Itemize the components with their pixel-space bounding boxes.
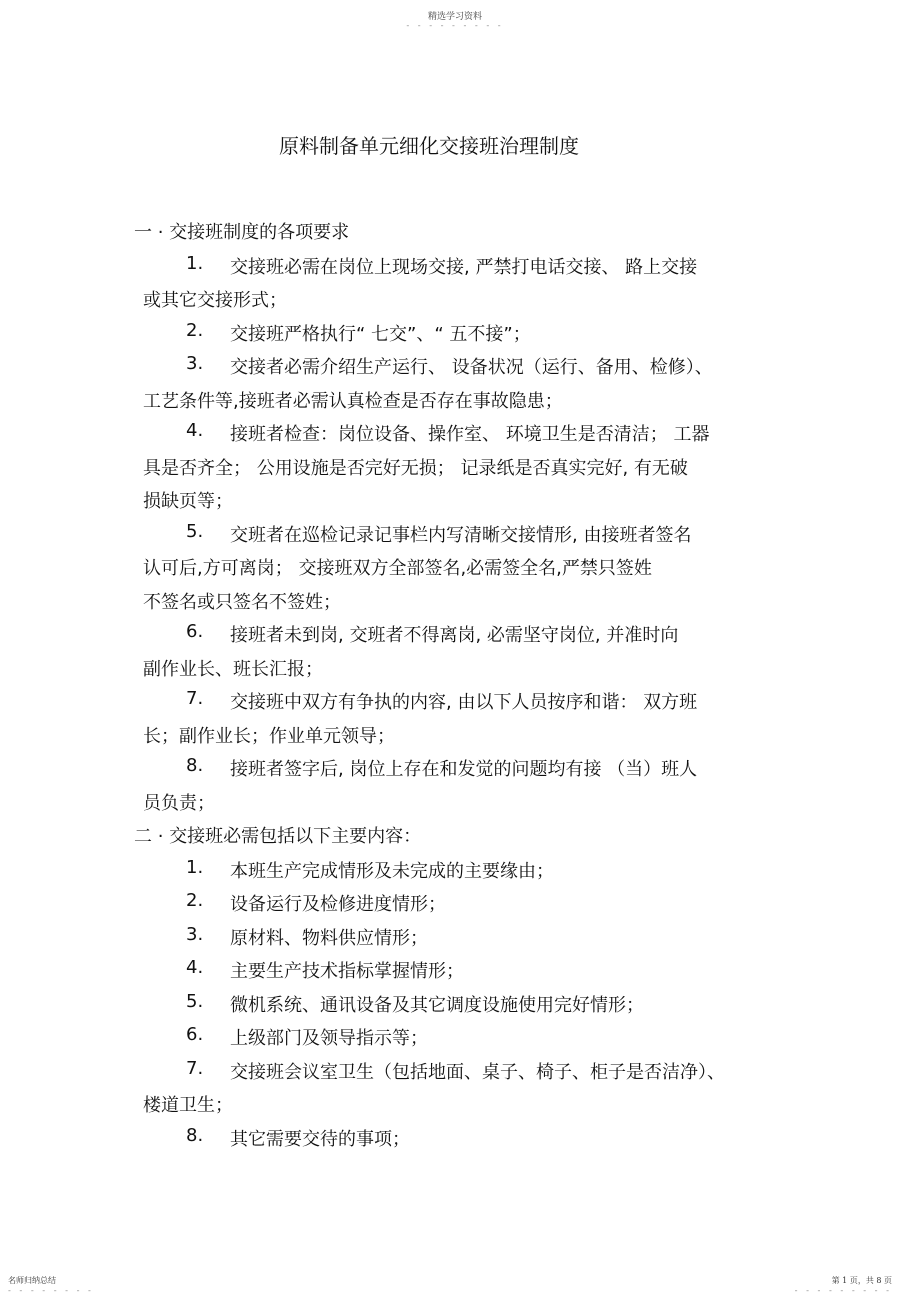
footer-left-label: 名师归纳总结 (8, 1276, 56, 1285)
list-item-number: 1. (186, 856, 204, 878)
list-item-continuation: 员负责； (143, 792, 215, 814)
list-item-number: 5. (186, 990, 204, 1012)
list-item-number: 7. (186, 688, 204, 709)
list-item-number: 8. (186, 1124, 204, 1146)
list-item-text: 交接班必需在岗位上现场交接, 严禁打电话交接、 路上交接 (230, 256, 698, 278)
list-item-number: 4. (186, 420, 204, 441)
list-item-number: 3. (186, 923, 204, 945)
section-heading: 二 · 交接班必需包括以下主要内容： (134, 826, 422, 847)
list-item-text: 交班者在巡检记录记事栏内写清晰交接情形, 由接班者签名 (230, 524, 692, 546)
document-title: 原料制备单元细化交接班治理制度 (279, 134, 579, 158)
list-item-number: 8. (186, 755, 204, 776)
list-item-number: 2. (186, 319, 204, 341)
list-item-number: 6. (186, 1024, 204, 1045)
list-item-continuation: 损缺页等； (143, 491, 233, 512)
list-item-number: 6. (186, 621, 204, 642)
list-item-text: 上级部门及领导指示等； (230, 1028, 428, 1049)
list-item-text: 接班者签字后, 岗位上存在和发觉的问题均有接 （当）班人 (230, 759, 698, 780)
page-header-dashes: - - - - - - - - - (406, 21, 504, 30)
list-item-number: 3. (186, 353, 204, 374)
list-item-text: 主要生产技术指标掌握情形； (230, 961, 464, 982)
list-item-continuation: 工艺条件等,接班者必需认真检查是否存在事故隐患； (143, 390, 563, 412)
page-header-label: 精选学习资料 (427, 12, 482, 22)
list-item-continuation: 不签名或只签名不签姓； (143, 591, 341, 613)
list-item-number: 5. (186, 520, 204, 542)
list-item-number: 2. (186, 890, 204, 911)
list-item-continuation: 具是否齐全； 公用设施是否完好无损； 记录纸是否真实完好, 有无破 (143, 457, 688, 479)
list-item-text: 本班生产完成情形及未完成的主要缘由； (230, 860, 554, 882)
list-item-text: 原材料、物料供应情形； (230, 927, 428, 949)
page-number: 第 1 页，共 8 页 (831, 1276, 892, 1285)
list-item-continuation: 或其它交接形式； (143, 290, 287, 311)
list-item-number: 1. (186, 252, 204, 274)
list-item-text: 交接者必需介绍生产运行、 设备状况（运行、备用、检修）、 (230, 357, 713, 378)
list-item-continuation: 楼道卫生； (143, 1095, 233, 1116)
list-item-continuation: 长；副作业长；作业单元领导； (143, 725, 395, 747)
list-item-text: 设备运行及检修进度情形； (230, 894, 446, 915)
list-item-number: 7. (186, 1057, 204, 1079)
list-item-number: 4. (186, 957, 204, 978)
list-item-text: 交接班中双方有争执的内容, 由以下人员按序和谐： 双方班 (230, 692, 698, 713)
list-item-text: 接班者未到岗, 交班者不得离岗, 必需坚守岗位, 并准时向 (230, 625, 679, 646)
list-item-text: 交接班严格执行“ 七交”、“ 五不接”； (230, 323, 531, 345)
list-item-continuation: 认可后,方可离岗； 交接班双方全部签名,必需签全名,严禁只签姓 (143, 558, 652, 579)
list-item-text: 微机系统、通讯设备及其它调度设施使用完好情形； (230, 994, 644, 1016)
list-item-continuation: 副作业长、班长汇报； (143, 658, 323, 680)
section-heading: 一 · 交接班制度的各项要求 (134, 222, 350, 243)
list-item-text: 接班者检查：岗位设备、操作室、 环境卫生是否清洁； 工器 (230, 424, 710, 445)
list-item-text: 其它需要交待的事项； (230, 1128, 410, 1150)
list-item-text: 交接班会议室卫生（包括地面、桌子、椅子、柜子是否洁净）、 (230, 1061, 725, 1083)
footer-right-dashes: - - - - - - - - - (794, 1286, 892, 1295)
footer-left-dashes: - - - - - - - - (8, 1286, 94, 1295)
